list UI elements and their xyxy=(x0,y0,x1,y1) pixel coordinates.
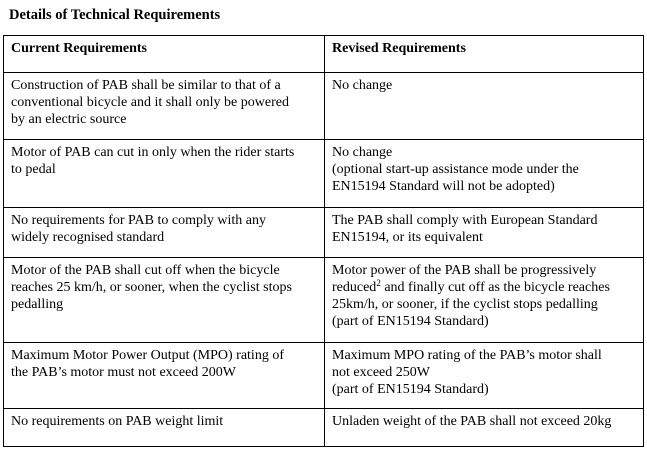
cell-text-fragment: and finally cut off as the bicycle reaches xyxy=(380,280,610,295)
cell-text-line: Motor of PAB can cut in only when the rider starts xyxy=(11,145,295,160)
cell-text-line xyxy=(332,279,637,296)
cell-text-line: conventional bicycle and it shall only be powered xyxy=(11,95,289,110)
cell-text-line: Motor of the PAB shall cut off when the bicycle xyxy=(11,263,280,278)
header-revised-requirements: Revised Requirements xyxy=(325,36,644,73)
cell-text-line: Construction of PAB shall be similar to that of a xyxy=(11,78,281,93)
cell-text-line: Maximum Motor Power Output (MPO) rating of xyxy=(11,348,284,363)
revised-requirement-cell xyxy=(325,409,644,447)
cell-text-fragment: reduced xyxy=(332,280,377,295)
table-row xyxy=(4,73,644,140)
revised-requirement-cell xyxy=(325,343,644,409)
cell-text-line: No requirements on PAB weight limit xyxy=(11,414,224,429)
cell-text-line: (optional start-up assistance mode under the xyxy=(332,162,579,177)
table-row xyxy=(4,258,644,343)
cell-text-line: reaches 25 km/h, or sooner, when the cyclist stops xyxy=(11,280,292,295)
current-requirement-cell xyxy=(4,140,325,208)
table-row xyxy=(4,140,644,208)
footnote-marker: 2 xyxy=(376,278,381,288)
cell-text-line: Unladen weight of the PAB shall not exceed 20kg xyxy=(332,414,612,429)
table-row xyxy=(4,208,644,258)
cell-text-line: not exceed 250W xyxy=(332,365,430,380)
revised-requirement-cell xyxy=(325,258,644,343)
cell-text-line: to pedal xyxy=(11,162,56,177)
header-current-requirements: Current Requirements xyxy=(4,36,325,73)
cell-text-line: EN15194, or its equivalent xyxy=(332,230,483,245)
cell-text-line: Motor power of the PAB shall be progressively xyxy=(332,263,597,278)
document-title: Details of Technical Requirements xyxy=(9,7,221,23)
revised-requirement-cell xyxy=(325,73,644,140)
revised-requirement-cell xyxy=(325,140,644,208)
current-requirement-cell xyxy=(4,258,325,343)
current-requirement-cell xyxy=(4,73,325,140)
cell-text-line: pedalling xyxy=(11,297,64,312)
cell-text-line: (part of EN15194 Standard) xyxy=(332,314,489,329)
cell-text-line: Maximum MPO rating of the PAB’s motor shall xyxy=(332,348,602,363)
cell-text-line: EN15194 Standard will not be adopted) xyxy=(332,179,555,194)
revised-requirement-cell xyxy=(325,208,644,258)
cell-text-line: No change xyxy=(332,78,393,93)
current-requirement-cell xyxy=(4,208,325,258)
cell-text-line: (part of EN15194 Standard) xyxy=(332,382,489,397)
current-requirement-cell xyxy=(4,409,325,447)
table-header-row xyxy=(4,36,644,73)
cell-text-line: by an electric source xyxy=(11,112,127,127)
cell-text-line: 25km/h, or sooner, if the cyclist stops pedalling xyxy=(332,297,598,312)
cell-text-line: the PAB’s motor must not exceed 200W xyxy=(11,365,237,380)
table-row xyxy=(4,343,644,409)
cell-text-line: widely recognised standard xyxy=(11,230,165,245)
requirements-table xyxy=(3,35,644,447)
table-row xyxy=(4,409,644,447)
cell-text-line: No requirements for PAB to comply with any xyxy=(11,213,266,228)
current-requirement-cell xyxy=(4,343,325,409)
cell-text-line: The PAB shall comply with European Standard xyxy=(332,213,598,228)
cell-text-line: No change xyxy=(332,145,393,160)
